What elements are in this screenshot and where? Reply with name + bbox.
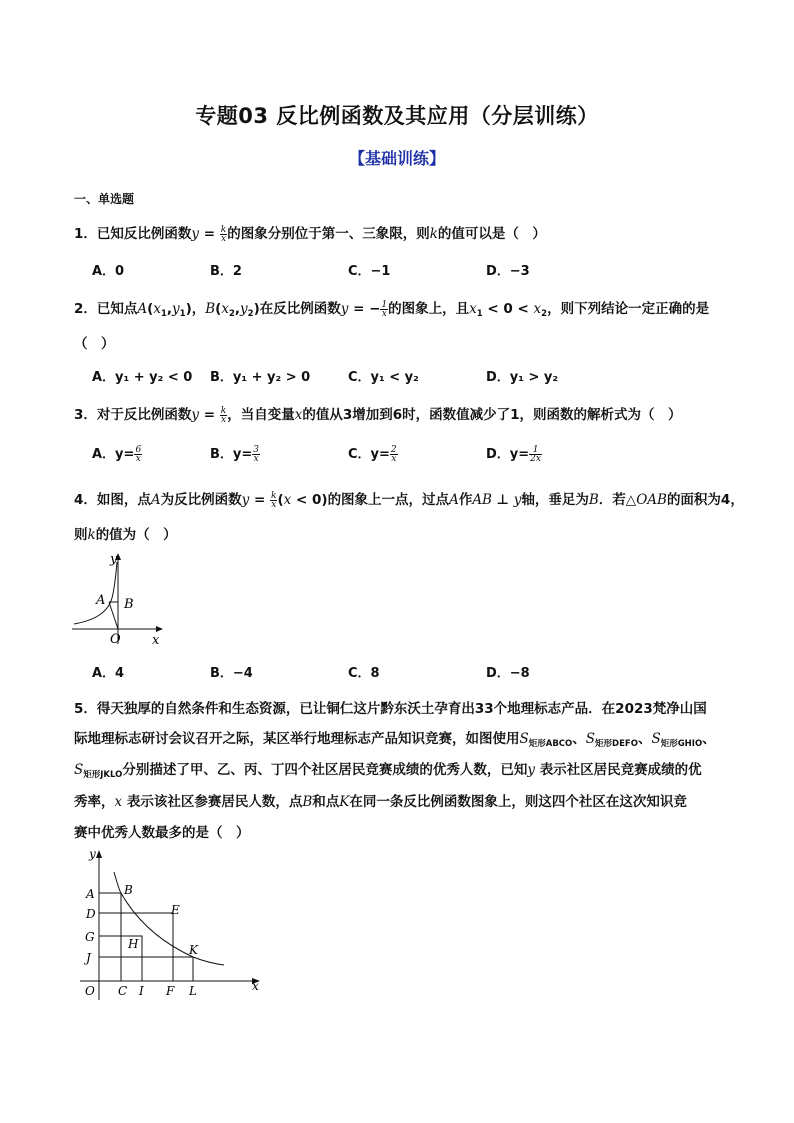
q1-option-a[interactable]: A．0	[92, 264, 125, 279]
q2-option-a[interactable]: A．y₁ + y₂ < 0	[92, 370, 193, 385]
page-subtitle: 【基础训练】	[348, 149, 445, 168]
q5-label-a: A	[86, 887, 95, 901]
q5-rect-abco	[99, 893, 121, 981]
q5-rect-jklo	[99, 957, 193, 981]
q4-text-e: 轴，垂足为	[521, 492, 589, 508]
q4-x-arrow	[156, 626, 163, 632]
q4-text-c: 的图象上一点，过点	[327, 492, 450, 508]
q4-text-g: 的面积为4，	[666, 492, 744, 508]
q4-text-f: ．若	[598, 492, 626, 508]
q5-line4: 秀率，x 表示该社区参赛居民人数，点B和点K在同一条反比例函数图象上，则这四个社区在这次知识竞	[74, 794, 687, 810]
q2-text-b: ，	[191, 301, 206, 317]
q5-label-g: G	[85, 930, 95, 944]
q4-label-o: O	[110, 632, 121, 647]
q2-option-c[interactable]: C．y₁ < y₂	[348, 370, 419, 385]
q5-label-b: B	[124, 883, 133, 897]
q5-label-y: y	[89, 847, 96, 861]
q5-y-arrow	[96, 850, 102, 858]
q5-label-d: D	[86, 907, 96, 921]
q4-option-b[interactable]: B．−4	[210, 666, 253, 681]
q5-figure	[76, 842, 276, 1007]
q4-option-d[interactable]: D．−8	[486, 666, 530, 681]
question-1: 1．已知反比例函数y = $\frac{k}{x}$ 的图象分别位于第一、三象限，则k的值可以是（ ）	[74, 224, 546, 244]
q5-label-o: O	[85, 984, 95, 998]
q4-label-a: A	[96, 593, 106, 608]
q4-line2: 则k的值为（ ）	[74, 527, 177, 543]
q5-label-x: x	[252, 979, 259, 993]
q4-label-x: x	[152, 633, 160, 648]
q5-line3: $S_{矩形JKLO}$分别描述了甲、乙、丙、丁四个社区居民竞赛成绩的优秀人数，已知y 表示社区居民竞赛成绩的优	[74, 762, 702, 780]
q2-text-e: ，则下列结论一定正确的是	[547, 301, 710, 317]
q2-text-d: 的图象上，且	[388, 301, 470, 317]
q5-label-h: H	[128, 937, 139, 951]
q1-option-b[interactable]: B．2	[210, 264, 242, 279]
q4-option-c[interactable]: C．8	[348, 666, 380, 681]
q4-option-a[interactable]: A．4	[92, 666, 125, 681]
q3-text-a: 3．对于反比例函数	[74, 407, 192, 423]
q5-line1: 5．得天独厚的自然条件和生态资源，已让铜仁这片黔东沃土孕育出33个地理标志产品．在2023梵净山国	[74, 701, 707, 717]
q2-text-c: 在反比例函数	[259, 301, 341, 317]
q5-label-k: K	[189, 943, 198, 957]
q1-option-c[interactable]: C．−1	[348, 264, 391, 279]
q2-line2: （ ）	[74, 336, 115, 352]
q4-text-b: 为反比例函数	[160, 492, 242, 508]
q3-option-d[interactable]: D．y= $\frac{1}{2x}$	[486, 445, 541, 464]
q4-text-d: 作	[458, 492, 473, 508]
q3-option-b[interactable]: B．y= $\frac{3}{x}$	[210, 445, 260, 464]
q3-text-b: ，当自变量	[227, 407, 295, 423]
page-title: 专题03 反比例函数及其应用（分层训练）	[195, 104, 599, 128]
q4-segment-oa	[109, 602, 118, 629]
q1-option-d[interactable]: D．−3	[486, 264, 530, 279]
section-heading: 一、单选题	[74, 192, 135, 206]
q5-label-i: I	[139, 984, 144, 998]
q3-text-c: 的值从3增加到6时，函数值减少了1，则函数的解析式为（ ）	[302, 407, 682, 423]
question-4: 4．如图，点A为反比例函数y = $\frac{k}{x}$ (x < 0)的图象上一点，过点A作AB ⊥ y轴，垂足为B．若△OAB的面积为4，	[74, 490, 744, 510]
q3-option-a[interactable]: A．y= $\frac{6}{x}$	[92, 445, 142, 464]
q1-text-c: 的值可以是（ ）	[437, 226, 546, 242]
q5-label-f: F	[166, 984, 175, 998]
q2-option-b[interactable]: B．y₁ + y₂ > 0	[210, 370, 311, 385]
q5-label-c: C	[118, 984, 128, 998]
q3-option-c[interactable]: C．y= $\frac{2}{x}$	[348, 445, 397, 464]
q1-text-b: 的图象分别位于第一、三象限，则	[227, 226, 430, 242]
q5-line5: 赛中优秀人数最多的是（ ）	[74, 825, 250, 841]
q4-label-y: y	[110, 552, 118, 567]
q4-text-a: 4．如图，点	[74, 492, 151, 508]
question-3: 3．对于反比例函数y = $\frac{k}{x}$ ，当自变量x的值从3增加到6时，函数值减少了1，则函数的解析式为（ ）	[74, 405, 682, 425]
question-2: 2．已知点$A(x_1,y_1)$，$B(x_2,y_2)$在反比例函数y = − $\frac{1}{x}$ 的图象上，且$x_1 < 0 < x_2$，则下列结论一定正确的是	[74, 299, 710, 319]
q1-text-a: 1．已知反比例函数	[74, 226, 192, 242]
q5-label-j: J	[86, 951, 91, 965]
q5-line2: 际地理标志研讨会议召开之际，某区举行地理标志产品知识竞赛，如图使用$S_{矩形ABCO}$、$S_{矩形DEFO}$、$S_{矩形GHIO}$、	[74, 731, 716, 749]
q4-figure	[68, 550, 168, 650]
q2-text-a: 2．已知点	[74, 301, 138, 317]
q4-label-b: B	[124, 597, 134, 612]
q2-option-d[interactable]: D．y₁ > y₂	[486, 370, 559, 385]
q5-label-e: E	[171, 903, 180, 917]
q5-label-l: L	[189, 984, 197, 998]
